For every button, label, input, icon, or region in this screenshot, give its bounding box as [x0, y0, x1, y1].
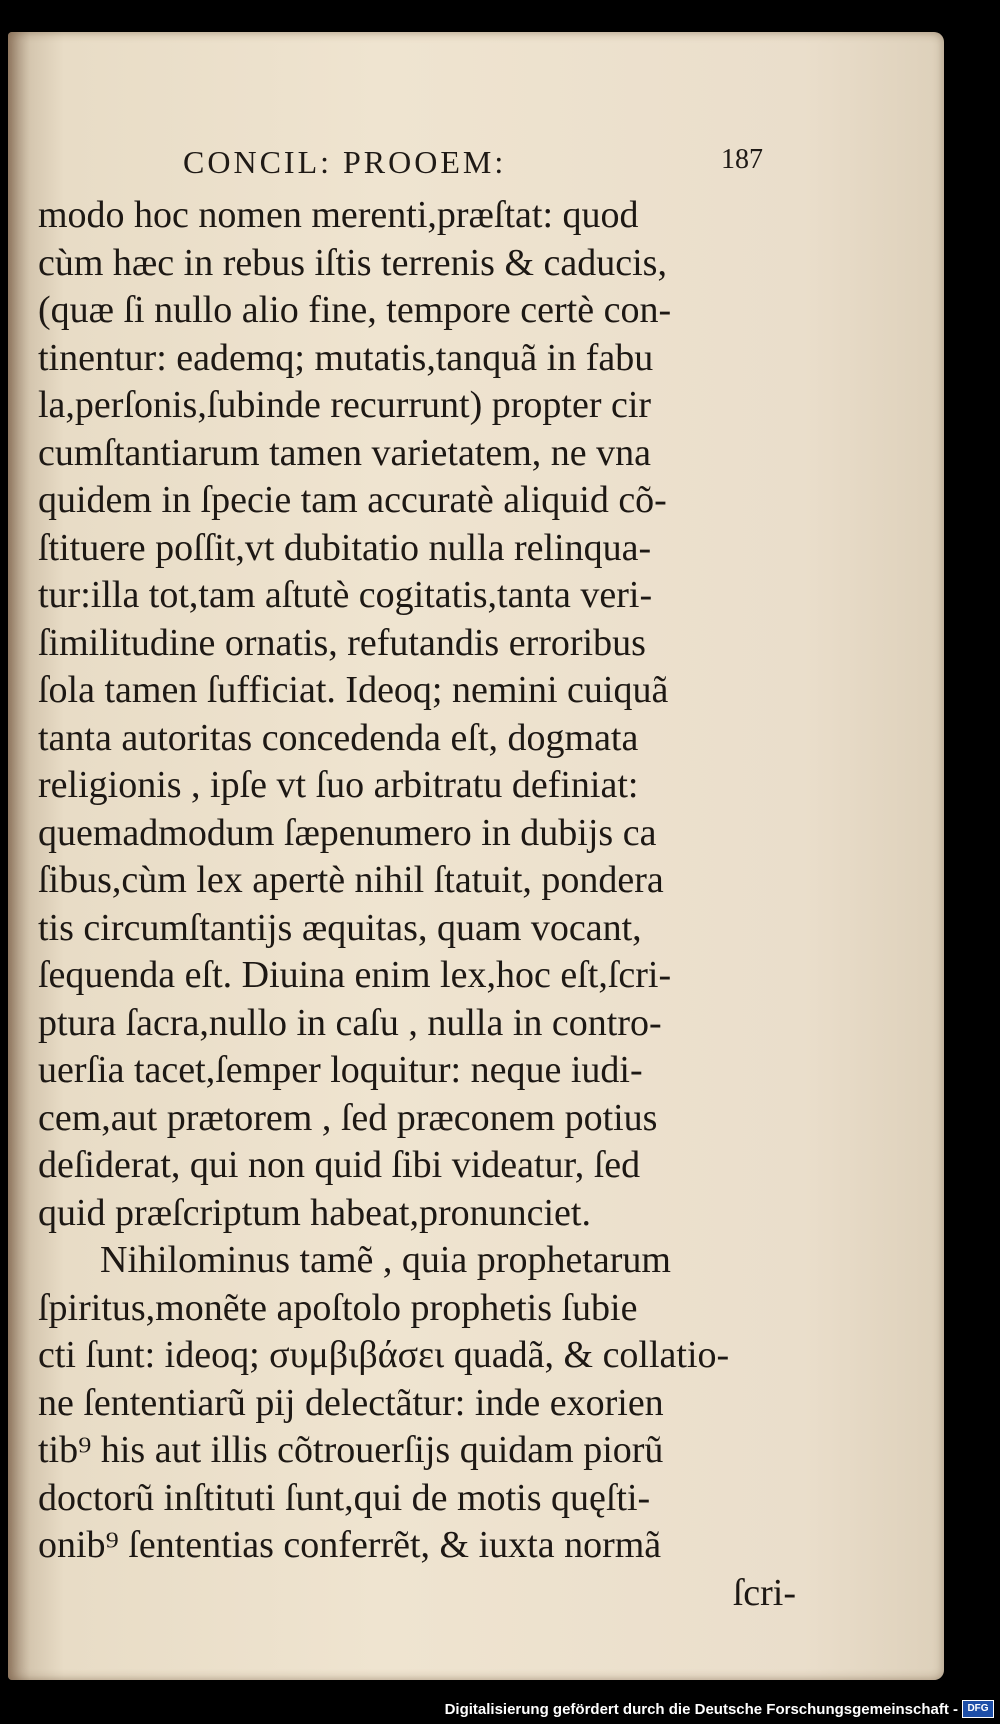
- text-line: cumſtantiarum tamen varietatem, ne vna: [38, 431, 652, 474]
- text-line: cti ſunt: ideoq; συμβιβάσει quadã, & collatio-: [38, 1334, 730, 1376]
- text-line: religionis , ipſe vt ſuo arbitratu definiat:: [38, 764, 639, 806]
- text-line: tis circumſtantijs æquitas, quam vocant,: [38, 906, 642, 949]
- text-line: ſibus,cùm lex apertè nihil ſtatuit, pondera: [38, 859, 664, 901]
- text-line: ſimilitudine ornatis, refutandis erroribus: [38, 621, 646, 664]
- catchword: ſcri-: [732, 1571, 796, 1614]
- text-line: ptura ſacra,nullo in caſu , nulla in contro-: [38, 1001, 662, 1044]
- text-line: onib⁹ ſententias conferrẽt, & iuxta normã: [38, 1524, 662, 1566]
- text-line: ſequenda eſt. Diuina enim lex,hoc eſt,ſcri-: [38, 954, 672, 996]
- text-line: tib⁹ his aut illis cõtrouerſijs quidam piorũ: [38, 1429, 664, 1471]
- text-line: ſpiritus,monẽte apoſtolo prophetis ſubie: [38, 1286, 638, 1329]
- footer-bar: [0, 1692, 1000, 1724]
- funding-credit: Digitalisierung gefördert durch die Deutsche Forschungsgemeinschaft -: [444, 1701, 958, 1718]
- text-line: uerſia tacet,ſemper loquitur: neque iudi-: [38, 1049, 643, 1091]
- text-line: tanta autoritas concedenda eſt, dogmata: [38, 716, 639, 759]
- text-line: cem,aut prætorem , ſed præconem potius: [38, 1096, 658, 1139]
- text-line: ſola tamen ſufficiat. Ideoq; nemini cuiquã: [38, 669, 669, 711]
- page-number: 187: [721, 144, 763, 175]
- text-line: ſtituere poſſit,vt dubitatio nulla relinqua-: [38, 526, 652, 569]
- text-line: quidem in ſpecie tam accuratè aliquid cõ-: [38, 479, 667, 521]
- text-line: deſiderat, qui non quid ſibi videatur, ſed: [38, 1144, 641, 1186]
- book-page: [8, 32, 944, 1680]
- main-text: [38, 192, 808, 1617]
- gutter-shadow: [8, 32, 30, 1680]
- dfg-logo: DFG: [962, 1700, 994, 1718]
- text-line: la,perſonis,ſubinde recurrunt) propter cir: [38, 384, 652, 426]
- text-line: quid præſcriptum habeat,pronunciet.: [38, 1191, 591, 1234]
- text-line: cùm hæc in rebus iſtis terrenis & caducis,: [38, 241, 667, 284]
- paragraph-first-line: Nihilominus tamẽ , quia prophetarum: [100, 1239, 671, 1281]
- text-line: tinentur: eademq; mutatis,tanquã in fabu: [38, 336, 654, 379]
- text-line: doctorũ inſtituti ſunt,qui de motis quęſti-: [38, 1476, 651, 1519]
- running-head: [183, 144, 763, 184]
- text-line: (quæ ſi nullo alio fine, tempore certè con-: [38, 289, 672, 331]
- text-line: quemadmodum ſæpenumero in dubijs ca: [38, 811, 657, 854]
- text-line: tur:illa tot,tam aſtutè cogitatis,tanta veri-: [38, 574, 653, 616]
- running-title: CONCIL: PROOEM:: [183, 144, 507, 180]
- text-line: modo hoc nomen merenti,præſtat: quod: [38, 194, 639, 236]
- text-line: ne ſententiarũ pij delectãtur: inde exorien: [38, 1381, 664, 1424]
